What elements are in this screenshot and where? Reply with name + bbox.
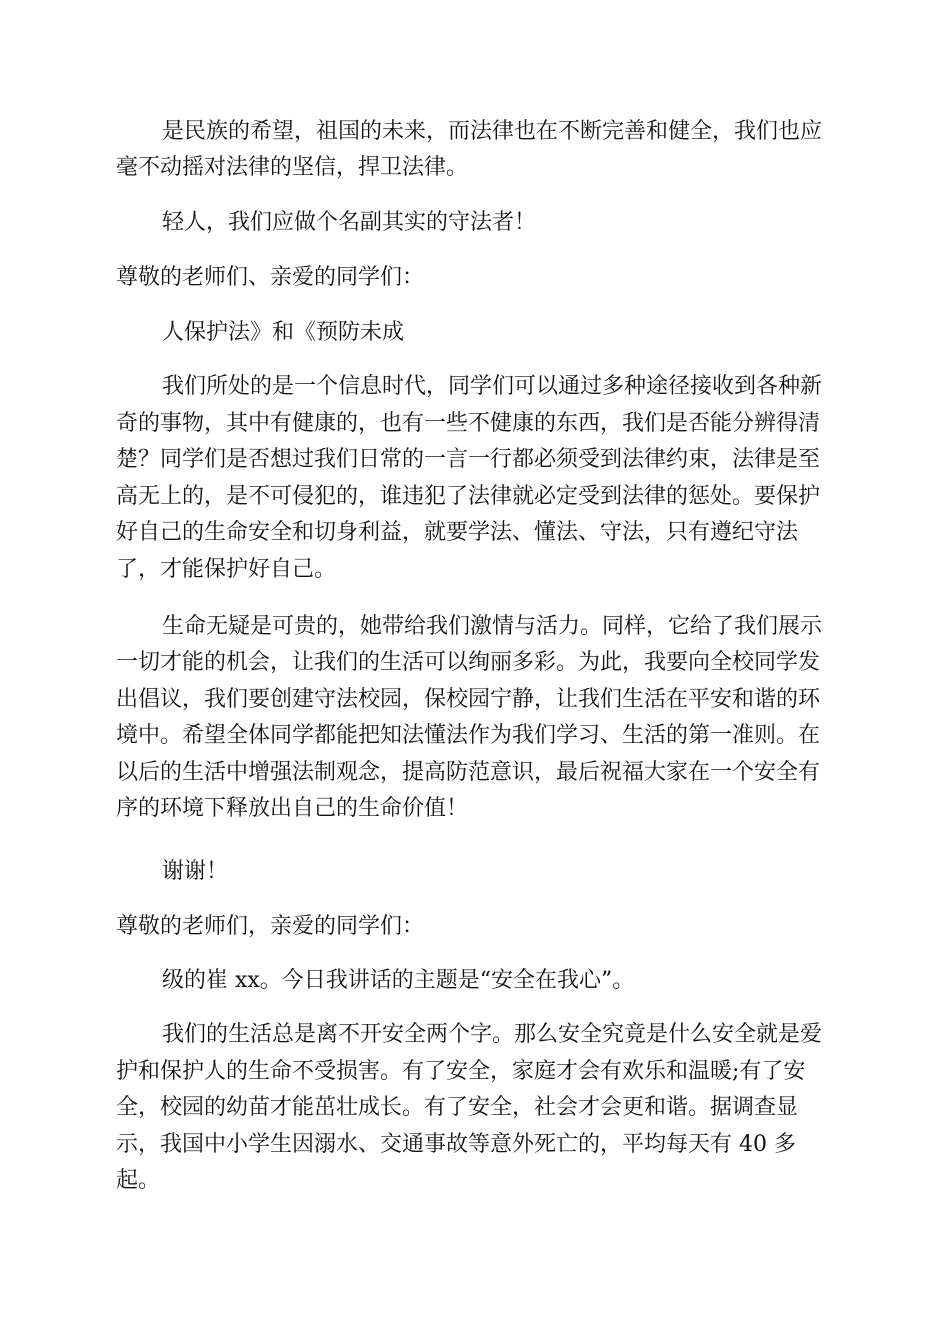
- text-line: 一切才能的机会，让我们的生活可以绚丽多彩。为此，我要向全校同学发: [116, 650, 821, 675]
- text-line: 我们所处的是一个信息时代，同学们可以通过多种途径接收到各种新: [162, 374, 823, 399]
- text-line: 序的环境下释放出自己的生命价值！: [116, 796, 469, 821]
- text-line: 以后的生活中增强法制观念，提高防范意识，最后祝福大家在一个安全有: [116, 760, 821, 785]
- text-line: 人保护法》和《预防未成: [162, 320, 405, 345]
- text-line: 我们的生活总是离不开安全两个字。那么安全究竟是什么安全就是爱: [162, 1022, 823, 1047]
- text-line: 好自己的生命安全和切身利益，就要学法、懂法、守法，只有遵纪守法: [116, 520, 799, 545]
- text-line: 高无上的，是不可侵犯的，谁违犯了法律就必定受到法律的惩处。要保护: [116, 484, 821, 509]
- text-line: 生命无疑是可贵的，她带给我们激情与活力。同样，它给了我们展示: [162, 614, 823, 639]
- text-line: 出倡议，我们要创建守法校园，保校园宁静，让我们生活在平安和谐的环: [116, 687, 821, 712]
- text-line: 起。: [116, 1168, 161, 1193]
- text-line: 轻人，我们应做个名副其实的守法者！: [162, 210, 537, 235]
- text-line: 尊敬的老师们、亲爱的同学们：: [116, 265, 425, 290]
- text-line: 境中。希望全体同学都能把知法懂法作为我们学习、生活的第一准则。在: [116, 723, 821, 748]
- text-line: 示，我国中小学生因溺水、交通事故等意外死亡的，平均每天有 40 多: [116, 1132, 796, 1157]
- text-line: 是民族的希望，祖国的未来，而法律也在不断完善和健全，我们也应: [162, 119, 823, 144]
- text-line: 护和保护人的生命不受损害。有了安全，家庭才会有欢乐和温暖;有了安: [116, 1059, 806, 1084]
- text-line: 了，才能保护好自己。: [116, 557, 337, 582]
- text-line: 级的崔 xx。今日我讲话的主题是“安全在我心”。: [162, 968, 635, 993]
- text-line: 楚？同学们是否想过我们日常的一言一行都必须受到法律约束，法律是至: [116, 447, 821, 472]
- text-line: 毫不动摇对法律的坚信，捍卫法律。: [116, 155, 469, 180]
- text-line: 全，校园的幼苗才能茁壮成长。有了安全，社会才会更和谐。据调查显: [116, 1095, 799, 1120]
- text-line: 尊敬的老师们，亲爱的同学们：: [116, 914, 425, 939]
- text-line: 谢谢！: [162, 859, 229, 884]
- text-line: 奇的事物，其中有健康的，也有一些不健康的东西，我们是否能分辨得清: [116, 411, 821, 436]
